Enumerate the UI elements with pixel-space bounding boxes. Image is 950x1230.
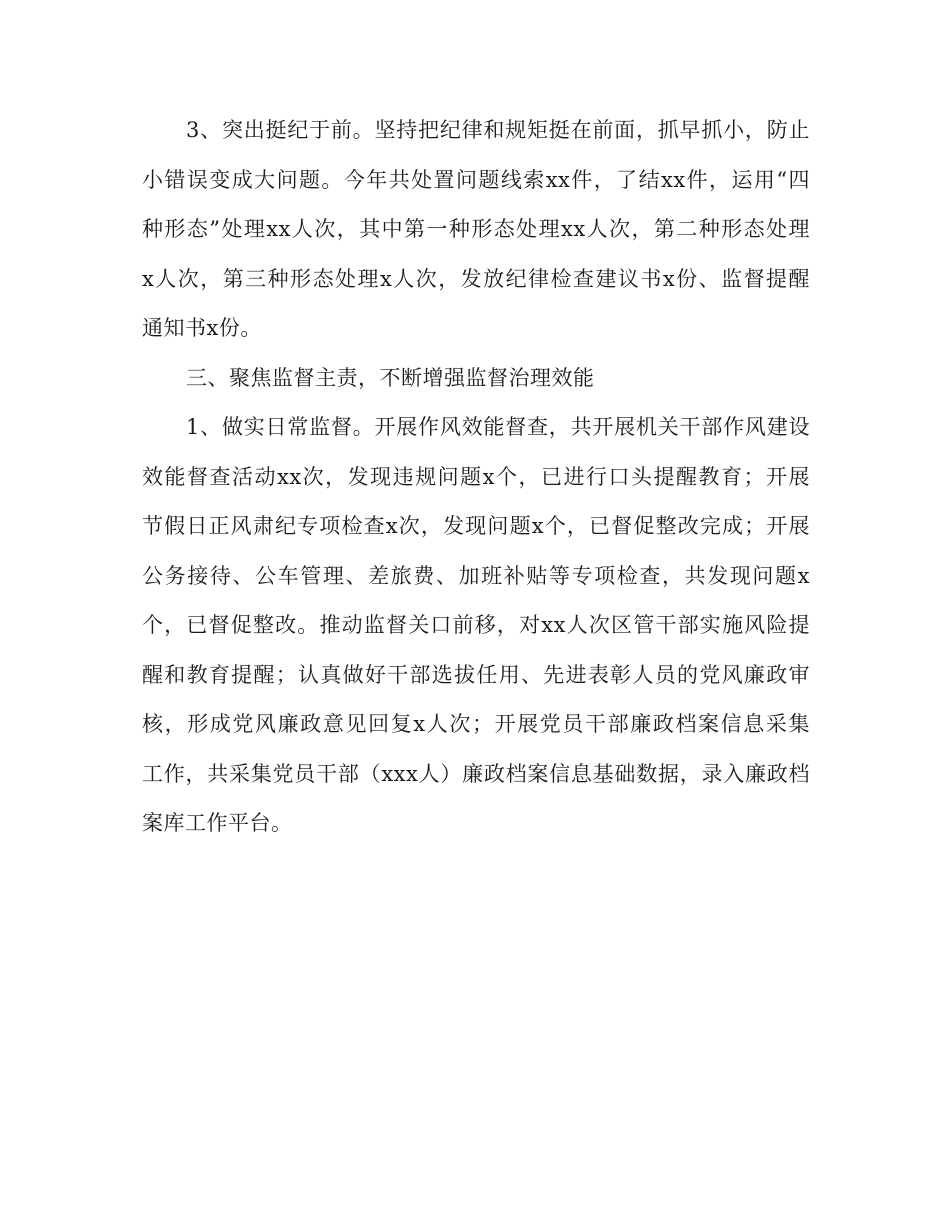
text-line: 效能督查活动xx次，发现违规问题x个，已进行口头提醒教育；开展 [142,464,810,489]
text-line: 3、突出挺纪于前。坚持把纪律和规矩挺在前面，抓早抓小，防止 [186,118,810,142]
text-line: 个，已督促整改。推动监督关口前移，对xx人次区管干部实施风险提 [142,613,810,637]
text-line: 1、做实日常监督。开展作风效能督查，共开展机关干部作风建设 [186,415,810,439]
text-line: 种形态”处理xx人次，其中第一种形态处理xx人次，第二种形态处理 [142,217,810,241]
paragraph-discipline-first [142,106,810,354]
heading-line: 三、聚焦监督主责，不断增强监督治理效能 [186,365,595,390]
paragraph-daily-supervision [142,403,810,849]
section-heading [142,354,810,404]
document-body [142,106,810,849]
text-line: 节假日正风肃纪专项检查x次，发现问题x个，已督促整改完成；开展 [142,514,810,538]
text-line: 醒和教育提醒；认真做好干部选拔任用、先进表彰人员的党风廉政审 [142,662,810,687]
text-line: 公务接待、公车管理、差旅费、加班补贴等专项检查，共发现问题x [142,563,810,588]
text-line: x人次，第三种形态处理x人次，发放纪律检查建议书x份、监督提醒 [142,266,810,291]
text-line: 工作，共采集党员干部（xxx人）廉政档案信息基础数据，录入廉政档 [142,761,810,786]
text-line: 案库工作平台。 [142,811,293,835]
text-line: 小错误变成大问题。今年共处置问题线索xx件，了结xx件，运用“四 [142,167,810,192]
text-line: 核，形成党风廉政意见回复x人次；开展党员干部廉政档案信息采集 [142,712,810,736]
text-line: 通知书x份。 [142,316,262,340]
